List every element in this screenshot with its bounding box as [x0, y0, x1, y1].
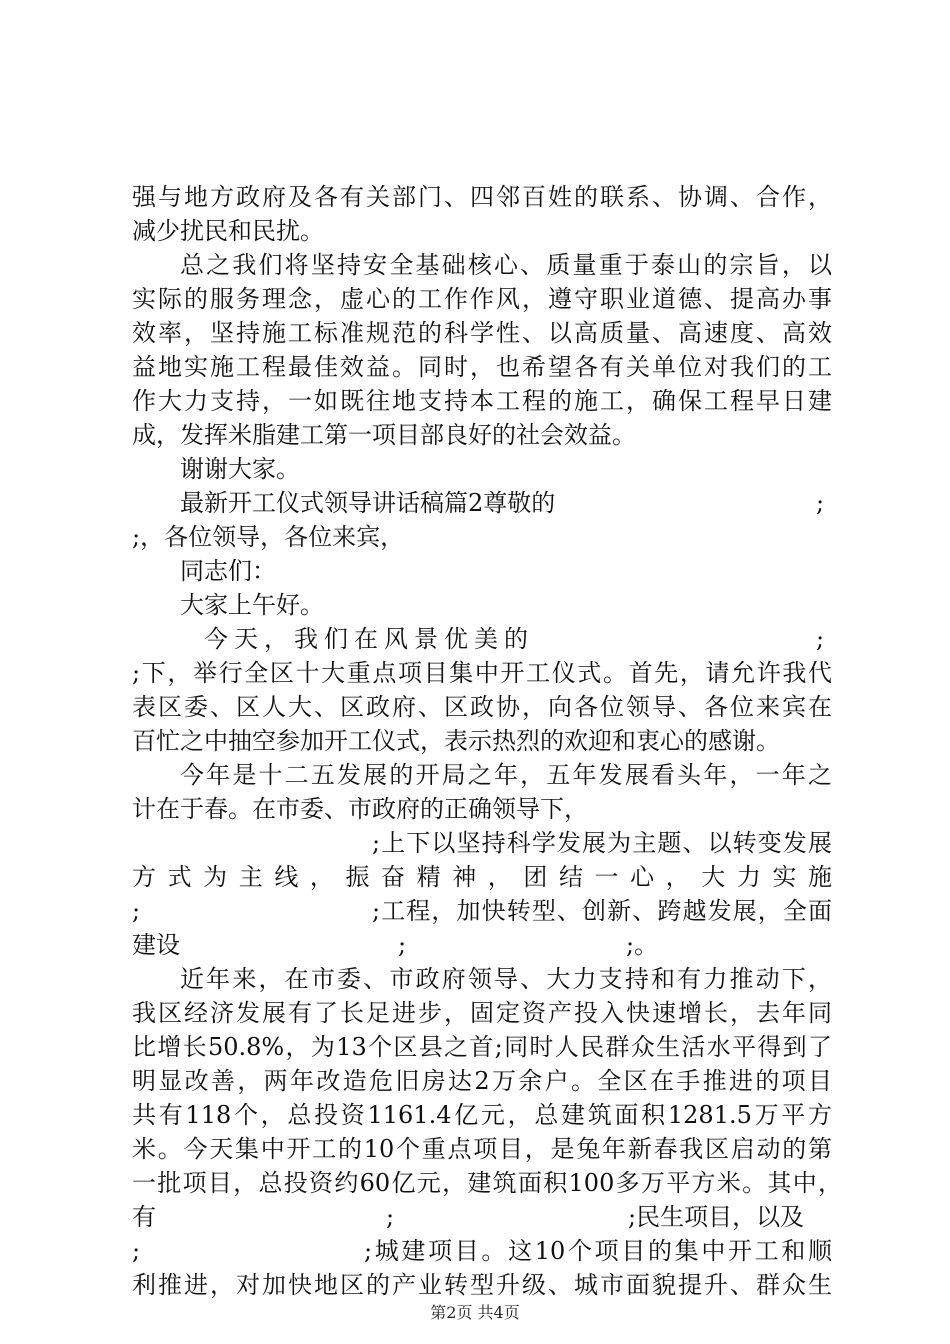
body-text-line: ;城建项目。这10个项目的集中开工和顺: [364, 1237, 832, 1265]
body-text-line: 作大力支持，一如既往地支持本工程的施工，确保工程早日建: [132, 387, 832, 415]
body-text-line: 实际的服务理念，虚心的工作作风，遵守职业道德、提高办事: [132, 285, 832, 313]
body-text-line: 今年是十二五发展的开局之年，五年发展看头年，一年之: [180, 761, 832, 789]
body-text-line: ;上下以坚持科学发展为主题、以转变发展: [372, 829, 832, 857]
body-text-line: ;民生项目，以及: [628, 1203, 805, 1231]
body-text-line: 表区委、区人大、区政府、区政协，向各位领导、各位来宾在: [132, 693, 832, 721]
inline-semicolon: ;: [398, 931, 407, 959]
body-text-line: 计在于春。在市委、市政府的正确领导下，: [132, 795, 588, 823]
leading-semicolon: ;: [132, 897, 141, 925]
body-text-line: 同志们：: [180, 557, 276, 585]
body-text-line: 近年来，在市委、市政府领导、大力支持和有力推动下，: [180, 965, 832, 993]
body-text-line: 谢谢大家。: [180, 455, 300, 483]
body-text-line: ;下，举行全区十大重点项目集中开工仪式。首先，请允许我代: [132, 659, 832, 687]
trailing-semicolon: ;: [816, 625, 825, 653]
body-text-line: 米。今天集中开工的10个重点项目，是兔年新春我区启动的第: [132, 1135, 832, 1163]
body-text-line: 总之我们将坚持安全基础核心、质量重于泰山的宗旨，以: [180, 251, 832, 279]
body-text-line: 百忙之中抽空参加开工仪式，表示热烈的欢迎和衷心的感谢。: [132, 727, 780, 755]
body-text-line: 我区经济发展有了长足进步，固定资产投入快速增长，去年同: [132, 999, 832, 1027]
inline-semicolon: ;。: [626, 931, 659, 959]
body-text-line: 一批项目，总投资约60亿元，建筑面积100多万平方米。其中，: [132, 1169, 842, 1197]
body-text-line: ;，各位领导，各位来宾，: [132, 523, 405, 551]
body-text-line: 效率，坚持施工标准规范的科学性、以高质量、高速度、高效: [132, 319, 832, 347]
body-text-line: 建设: [132, 931, 180, 959]
body-text-line: 最新开工仪式领导讲话稿篇2尊敬的: [180, 489, 556, 517]
body-text-line: 今天，我们在风景优美的: [204, 625, 534, 653]
body-text-line: 明显改善，两年改造危旧房达2万余户。全区在手推进的项目: [132, 1067, 832, 1095]
body-text-line: 利推进，对加快地区的产业转型升级、城市面貌提升、群众生: [132, 1271, 832, 1299]
page-number-footer: 第2页 共4页: [430, 1303, 520, 1322]
body-text-line: 减少扰民和民扰。: [132, 217, 324, 245]
body-text-line: 成，发挥米脂建工第一项目部良好的社会效益。: [132, 421, 636, 449]
body-text-line: 大家上午好。: [180, 591, 324, 619]
body-text-line: 有: [132, 1203, 156, 1231]
body-text-line: 强与地方政府及各有关部门、四邻百姓的联系、协调、合作，: [132, 183, 832, 211]
body-text-line: 方式为主线，振奋精神，团结一心，大力实施: [132, 863, 832, 891]
body-text-line: 共有118个，总投资1161.4亿元，总建筑面积1281.5万平方: [132, 1101, 832, 1129]
body-text-line: 比增长50.8%，为13个区县之首;同时人民群众生活水平得到了: [132, 1033, 832, 1061]
trailing-semicolon: ;: [816, 489, 825, 517]
body-text-line: 益地实施工程最佳效益。同时，也希望各有关单位对我们的工: [132, 353, 832, 381]
body-text-line: ;工程，加快转型、创新、跨越发展，全面: [372, 897, 832, 925]
leading-semicolon: ;: [132, 1237, 141, 1265]
inline-semicolon: ;: [386, 1203, 395, 1231]
